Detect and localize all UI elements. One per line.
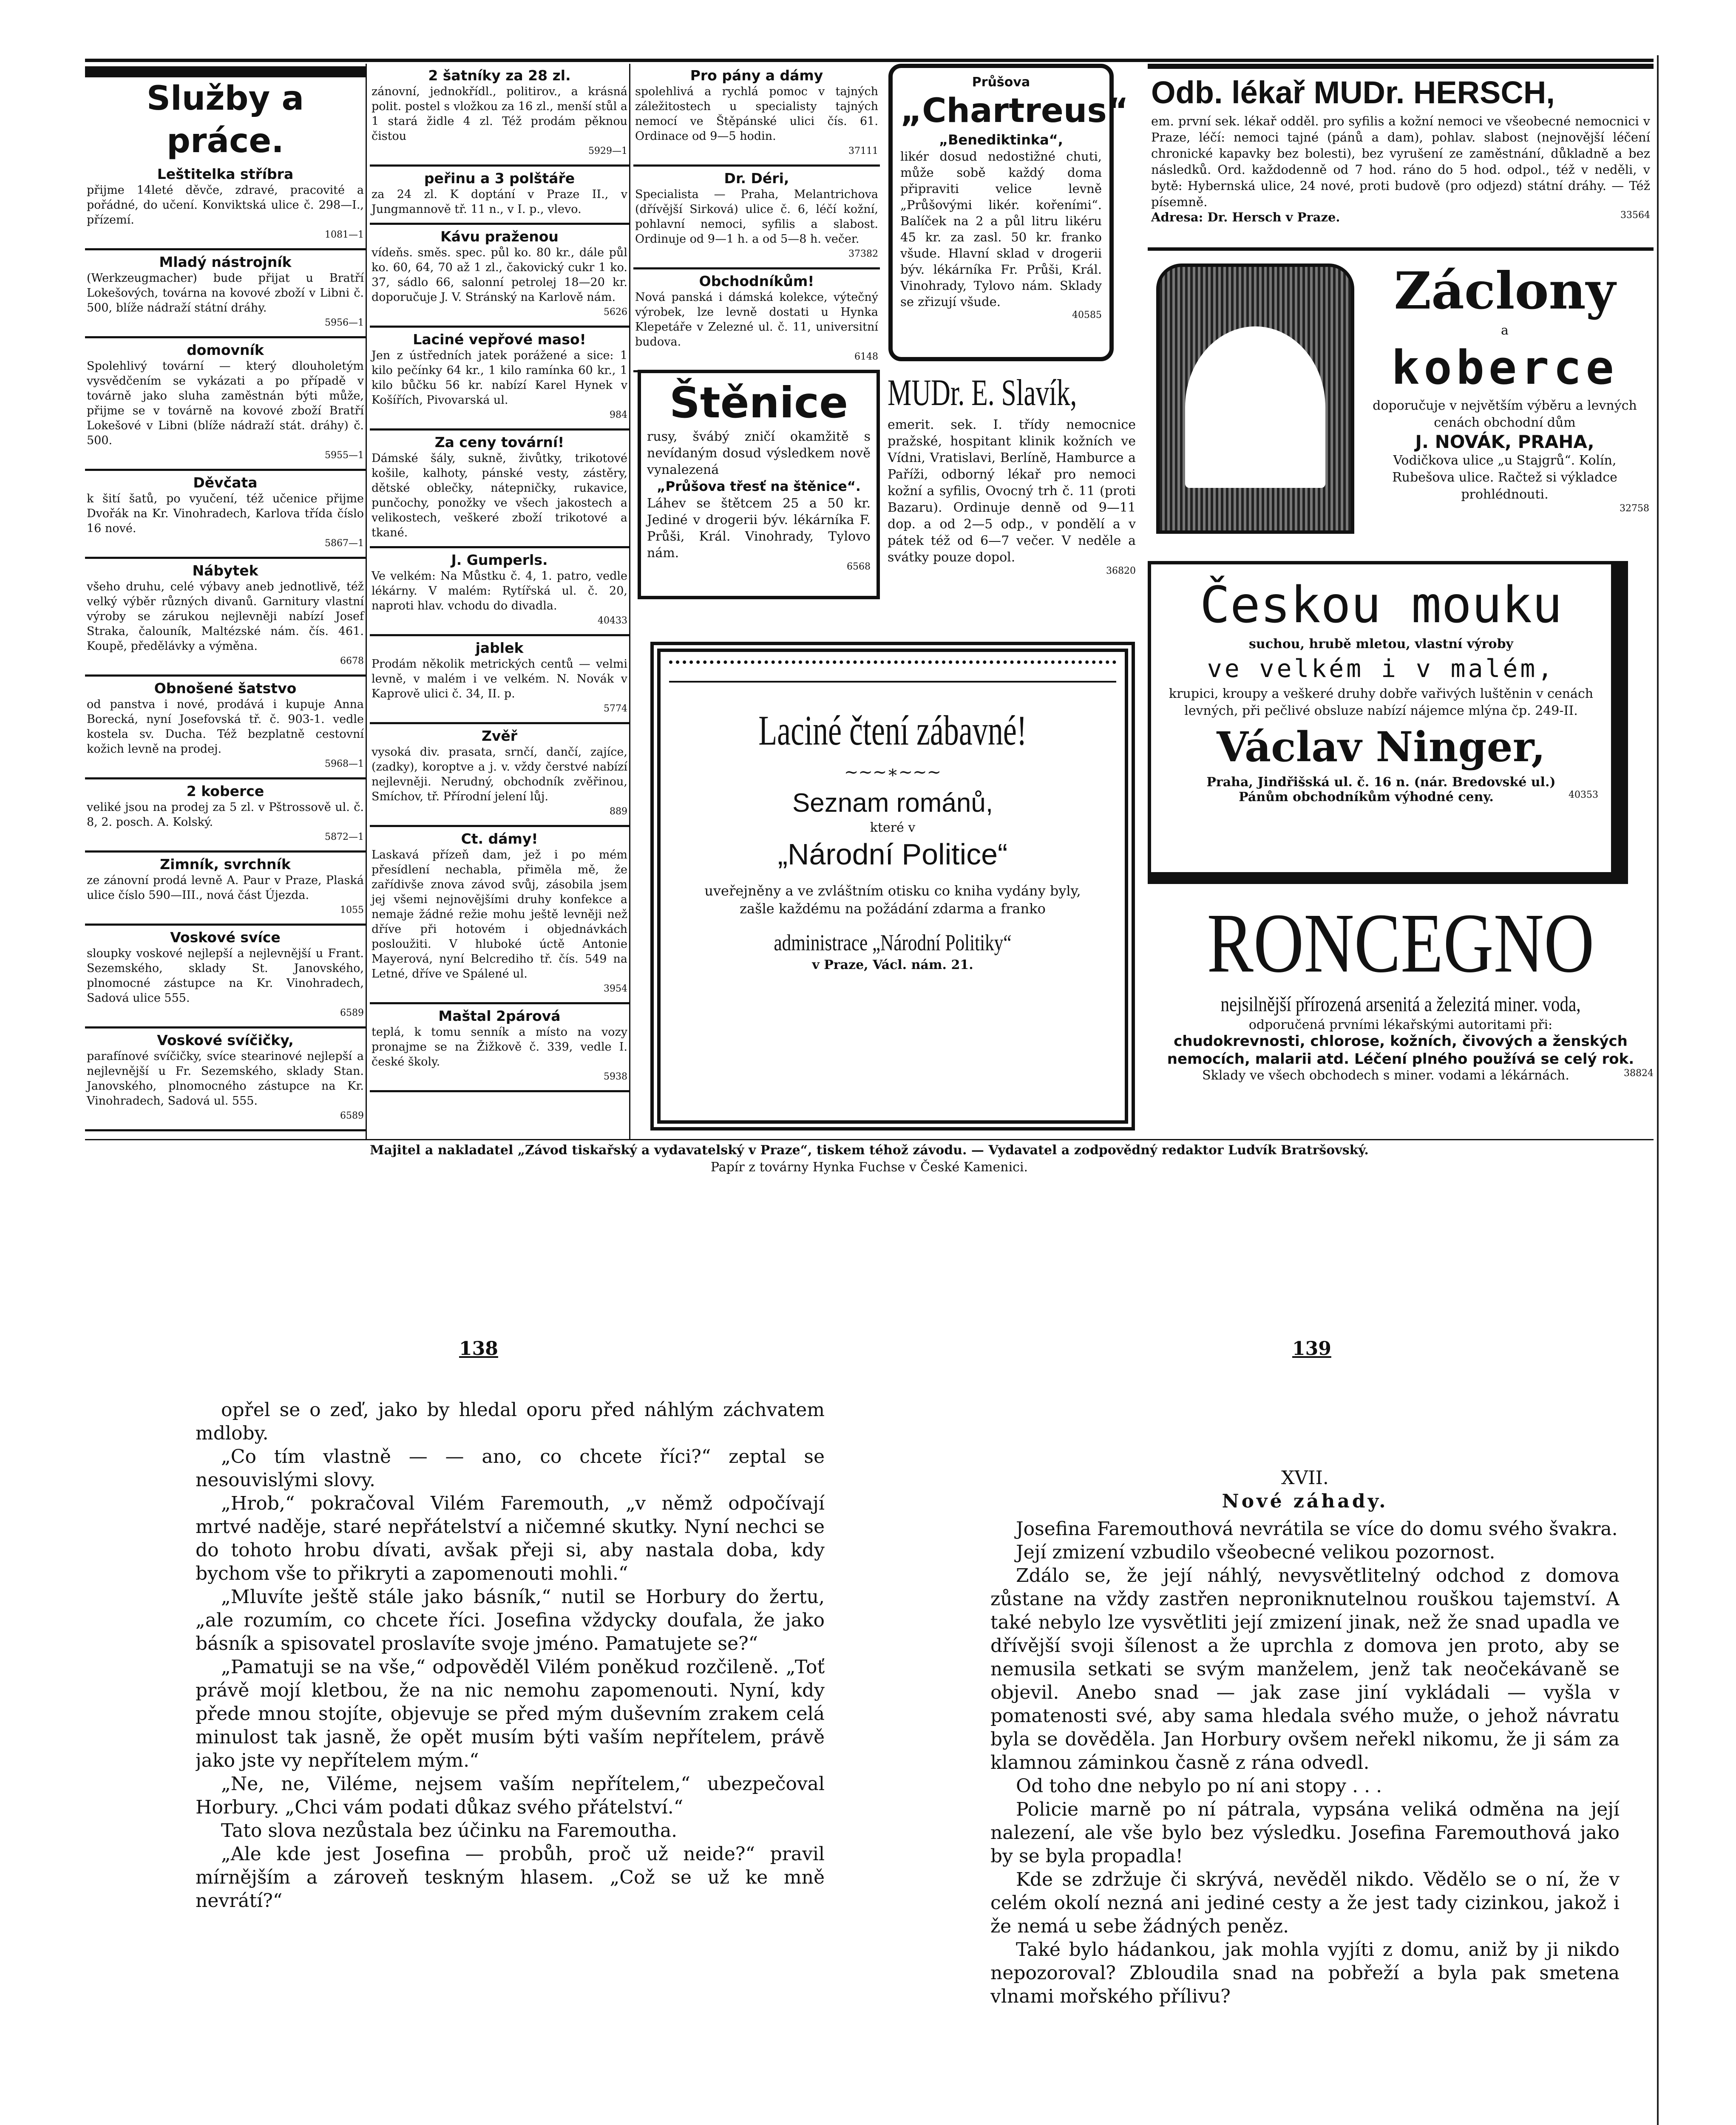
chartreus-text: likér dosud nedostižné chuti, může sobě každý doma připraviti velice levně „Průšovými likér. kořeními“. Balíček na 2 a půl litru likéru 45 kr. za zasl. 50 kr. franko všude. Hlavní sklad v drogerii býv. lékárníka Fr. Průši, Král. Vinohrady, Tylovo nám. Sklady se zřizují všude. [900, 149, 1102, 309]
ad-text: parafínové svíčičky, svíce stearinové nejlepší a nejlevnější u Fr. Sezemského, sklady Stan. Janovského, plnomocného zástupce na Kr. Vinohradech, Sadová ul. 555. [87, 1050, 364, 1108]
story-paragraph: „Hrob,“ pokračoval Vilém Faremouth, „v němž odpočívají mrtvé naděje, staré nepřátelství a ničemné skutky. Nyní nechci se do tohoto hrobu dívati, avšak přeji si, aby nastala doba, kdy bychom vše to přikryti a zapomenouti mohli.“ [196, 1493, 825, 1584]
ad-code: 6589 [340, 1111, 364, 1121]
classified-ad [85, 250, 366, 338]
ad-text: Jen z ústředních jatek porážené a sice: 1 kilo pečínky 64 kr., 1 kilo ramínka 60 kr., 1 kilo bůčku 56 kr. nabízí Karel Hynek v Košířích, Pivovarská ul. [372, 349, 627, 407]
ad-heading: Děvčata [193, 474, 258, 491]
chartreus-small: Průšova [972, 75, 1030, 90]
ad-heading: Nábytek [192, 562, 258, 579]
ad-text: Nová panská i dámská kolekce, výtečný výrobek, lze levně dostati u Hynka Klepetáře v Zelezné ul. č. 11, universitní budova. [635, 291, 878, 348]
story-paragraph: Také bylo hádankou, jak mohla vyjíti z domu, aniž by ji nikdo nepozoroval? Zbloudila snad na pobřeží a byla pak smetena vlnami mořského přílivu? [990, 1939, 1620, 2007]
classified-ad [370, 724, 629, 827]
classified-ad [85, 677, 366, 779]
ad-code: 33564 [1620, 210, 1650, 221]
ad-text: všeho druhu, celé výbavy aneb jednotlivě, též velký výběr různých divanů. Garnitury vlastní výroby se zárukou nejlevněji nabízí Josef Straka, čalouník, Maltézské nám. čís. 461. Koupě, předělávky a výměna. [87, 580, 364, 653]
classified-ad [370, 328, 629, 431]
mouka-title: Českou mouku [1200, 575, 1563, 634]
ad-code: 5938 [604, 1071, 627, 1082]
ad-heading: 2 koberce [186, 783, 264, 799]
ad-text: k šití šatů, po vyučení, též učenice přijme Dvořák na Kr. Vinohradech, Karlova třída číslo 16 nové. [87, 492, 364, 535]
ad-code: 5955—1 [325, 450, 364, 461]
ads-list [85, 162, 366, 1131]
story-paragraph: Její zmizení vzbudilo všeobecné velikou pozornost. [1016, 1541, 1495, 1563]
story-paragraph: Josefina Faremouthová nevrátila se více do domu svého švakra. [1016, 1518, 1618, 1540]
ad-heading: Voskové svíce [170, 929, 281, 946]
stenice-text: rusy, švábý zničí okamžitě s nevídaným dosud výsledkem nově vynalezená [647, 429, 871, 477]
ad-heading: Maštal 2párová [438, 1008, 561, 1024]
ad-code: 5626 [604, 307, 627, 317]
ad-heading: Leštitelka stříbra [157, 166, 294, 182]
center-address: v Praze, Václ. nám. 21. [812, 958, 973, 972]
ad-heading: Laciné vepřové maso! [413, 331, 586, 348]
ad-code: 38824 [1624, 1068, 1654, 1079]
classified-ad [85, 926, 366, 1028]
page-number-right: 139 [1292, 1338, 1331, 1360]
roncegno-diseases: chudokrevnosti, chlorose, kožních, čivových a ženských nemocích, malarii atd. Léčení plného používá se celý rok. [1167, 1033, 1634, 1068]
roncegno-ad [1148, 897, 1654, 1135]
divider-ornament: ~~~∗~~~ [844, 762, 942, 782]
story-paragraph: Policie marně po ní pátrala, vypsána veliká odměna na její nalezení, ale vše bylo bez výsledku. Josefina Faremouthová jako by se byla propadla! [990, 1799, 1620, 1867]
ad-code: 32758 [1620, 503, 1649, 514]
ad-heading: Dr. Déri, [724, 170, 789, 187]
ad-heading: Za ceny tovární! [434, 434, 564, 450]
ad-heading: Mladý nástrojník [159, 254, 292, 270]
roncegno-title: RONCEGNO [1207, 896, 1594, 990]
center-paper: „Národní Politice“ [777, 838, 1008, 871]
ad-code: 889 [610, 806, 627, 817]
top-rule [85, 59, 1654, 62]
ad-text: Ve velkém: Na Můstku č. 4, 1. patro, vedle lékárny. V malém: Rytířská ul. č. 20, naproti hlav. vchodu do divadla. [372, 570, 627, 612]
classified-ad [370, 64, 629, 167]
center-admin: administrace „Národní Politiky“ [774, 930, 1012, 955]
classified-ad [633, 167, 880, 269]
classified-ad [370, 1004, 629, 1092]
ad-heading: Obnošené šatstvo [154, 680, 297, 697]
ad-heading: Kávu praženou [440, 228, 559, 245]
column-sales [370, 64, 630, 1139]
ad-code: 5872—1 [325, 832, 364, 842]
koberce-title: koberce [1391, 340, 1618, 395]
ad-heading: Zvěř [481, 728, 518, 744]
ad-code: 6568 [847, 561, 871, 572]
imprint [85, 1139, 1654, 1176]
classified-ad [370, 827, 629, 1004]
ad-text: přijme 14leté děvče, zdravé, pracovité a pořádné, do učení. Konviktská ulice č. 298—I., přízemí. [87, 184, 364, 227]
ad-code: 37111 [848, 146, 878, 156]
ad-heading: 2 šatníky za 28 zl. [428, 67, 571, 84]
ads-list [370, 64, 629, 1092]
ad-text: vídeňs. směs. spec. půl ko. 80 kr., dále půl ko. 60, 64, 70 až 1 zl., čakovický cukr 1 ko. 37, sádlo 66, salonní petrolej 18—20 kr. doporučuje J. V. Stránský na Karlově nám. [372, 246, 627, 304]
ad-code: 40585 [1072, 310, 1102, 320]
ad-text: (Werkzeugmacher) bude přijat u Bratří Lokešových, továrna na kovové zboží v Libni č. 500, blíže nádraží státní dráhy. [87, 272, 364, 314]
slavik-title: MUDr. E. Slavík, [888, 372, 1077, 414]
mouka-note: Pánům obchodníkům výhodné ceny. [1239, 790, 1494, 805]
ad-heading: peřinu a 3 polštáře [424, 170, 575, 187]
story-text [196, 1398, 825, 1912]
story-page-right [990, 1398, 1620, 2125]
mouka-name: Václav Ninger, [1217, 723, 1546, 771]
ad-heading: Voskové svíčičky, [157, 1032, 294, 1048]
classified-ad [85, 559, 366, 677]
ad-code: 6148 [854, 351, 878, 362]
ad-text: teplá, k tomu senník a místo na vozy pronajme se na Žižkově č. 339, vedle I. české školy. [372, 1026, 627, 1068]
section-title: Služby a práce. [146, 79, 304, 160]
chapter-title: Nové záhady. [1222, 1490, 1388, 1512]
chartreus-ad [888, 64, 1129, 361]
page-number-left: 138 [459, 1338, 498, 1360]
zaclony-and: a [1501, 323, 1509, 338]
ad-text: Prodám několik metrických centů — velmi levně, v malém i ve velkém. N. Novák v Kaprově ulici č. 34, II. p. [372, 657, 627, 700]
ads-list [633, 64, 880, 372]
classified-ad [370, 225, 629, 328]
ad-text: ze zánovní prodá levně A. Paur v Praze, Plaská ulice číslo 590—III., nová část Újezda. [87, 874, 364, 902]
ad-heading: jablek [475, 640, 524, 656]
ad-heading: domovník [187, 342, 264, 358]
ad-code: 6589 [340, 1008, 364, 1018]
ad-heading: Pro pány a dámy [690, 67, 823, 84]
chartreus-title: „Chartreus“ [900, 92, 1129, 130]
classified-ad [85, 779, 366, 853]
classified-ad [85, 338, 366, 471]
ad-text: za 24 zl. K doptání v Praze II., v Jungmannově tř. 11 n., v I. p., vlevo. [372, 188, 627, 216]
slavik-text: emerit. sek. I. třídy nemocnice pražské, hospitant klinik kožních ve Vídni, Vratislavi, Berlíně, Hamburce a Paříži, odborný lékař pro nemoci kožní a syfilis, Ovocný trh č. 11 (proti Bazaru). Ordinuje denně od 9—11 dop. a od 2—5 odp., v pondělí a v pátek též od 6—7 večer. V neděle a svátky pouze dopol. [888, 417, 1136, 565]
ad-code: 5774 [604, 703, 627, 714]
classified-ad [633, 64, 880, 167]
ad-heading: Ct. dámy! [461, 830, 538, 847]
roncegno-text: odporučená prvními lékařskými autoritami při: [1248, 1017, 1553, 1032]
ad-code: 40353 [1569, 790, 1598, 800]
ad-heading: Obchodníkům! [699, 273, 814, 289]
classified-ad [85, 1028, 366, 1131]
center-subtitle: Seznam románů, [792, 788, 993, 818]
curtain-picture [1156, 264, 1354, 534]
ad-text: zánovní, jednokřídl., politirov., a krásná polit. postel s vložkou za 16 zl., menší stůl a 1 stará židle 4 zl. Též prodám pěknou čistou [372, 85, 627, 143]
story-paragraph: Od toho dne nebylo po ní ani stopy . . . [1016, 1775, 1382, 1797]
ad-text: Laskavá přízeň dam, jež i po mém přesídlení nechabla, přiměla mě, že zařídivše znova závod svůj, zásobila jsem jej všemi nejnovějšími druhy konfekce a nemaje žádné režie mohu ještě levněji než dříve při hotovém i objednávkách posloužiti. V hluboké úctě Antonie Mayerová, nyní Belcrediho tř. čís. 549 na Letné, dříve ve Spálené ul. [372, 848, 627, 980]
classified-ad [633, 269, 880, 372]
story-paragraph: „Ale kde jest Josefina — probůh, proč už neide?“ pravil mírnějším a zároveň teskným hlasem. „Což se už ke mně nevrátí?“ [196, 1843, 825, 1912]
classified-ad [85, 471, 366, 559]
ad-heading: J. Gumperls. [451, 552, 548, 568]
imprint-line1: Majitel a nakladatel „Závod tiskařský a vydavatelský v Praze“, tiskem téhož závodu. — Vydavatel a zodpovědný redaktor Ludvík Bratršovský. [370, 1143, 1369, 1158]
classified-ad [85, 853, 366, 926]
mouka-line2: ve velkém i v malém, [1207, 654, 1555, 683]
story-paragraph: Kde se zdržuje či skrývá, nevěděl nikdo. Vědělo se o ní, že v celém okolí nezná ani jediné cesty a že jest tady cizinkou, jakož i že nemá u sebe žádných peněz. [990, 1869, 1620, 1937]
story-paragraph: „Pamatuji se na vše,“ odpověděl Vilém poněkud rozčileně. „Toť právě mojí kletbou, že na nic nemohu zapomenouti. Nyní, kdy přede mnou stojíte, objevuje se před mým duševním zrakem celá minulost tak jasně, že opět musím býti vaším nepřítelem, právě jako jste vy nepřítelem mým.“ [196, 1656, 825, 1771]
stenice-product: „Průšova třesť na štěnice“. [657, 479, 861, 494]
column-top-bar [85, 66, 366, 77]
mouka-address: Praha, Jindřišská ul. č. 16 n. (nár. Bredovské ul.) [1206, 775, 1556, 790]
hersch-text: em. první sek. lékař odděl. pro syfilis a kožní nemoci ve všeobecné nemocnici v Praze, léčí: nemoci tajné (pánů a dam), pohlav. slabost (nejnovější léčení chronické kapavky bez bolesti), bez vyrušení ze zaměstnání, důkladně a bez následků. Ord. každodenně od 7 hod. ráno do 5 hod. odpol., též v neděli, v bytě: Hybernská ulice, 24 nové, proti budově (pro odjezd) státní dráhy. — Též písemně. [1151, 114, 1650, 209]
zaclony-title: Záclony [1394, 261, 1616, 321]
story-paragraph: opřel se o zeď, jako by hledal oporu před náhlým záchvatem mdloby. [196, 1399, 825, 1444]
zaclony-firm: J. NOVÁK, PRAHA, [1415, 431, 1594, 452]
ad-code: 3954 [604, 983, 627, 994]
mouka-line3: krupici, kroupy a veškeré druhy dobře vařivých luštěnin v cenách levných, při pečlivé obsluze nabízí nájemce mlýna čp. 249-II. [1169, 686, 1594, 718]
ad-text: spolehlivá a rychlá pomoc v tajných záležitostech u specialisty tajných nemocí ve Štěpánské ulici čís. 61. Ordinace od 9—5 hodin. [635, 85, 878, 143]
ad-code: 40433 [598, 615, 627, 626]
ad-code: 5929—1 [588, 146, 627, 156]
ad-code: 37382 [848, 249, 878, 259]
ad-code: 5968—1 [325, 759, 364, 769]
story-paragraph: Zdálo se, že její náhlý, nevysvětlitelný odchod z domova zůstane na vždy zastřen neproniknutelnou rouškou tajemství. A také nebylo lze vysvětliti její zmizení jinak, než že snad upadla ve dřívější svoji šílenost a že uprchla z domova jen proto, aby se nemusila setkati se svým manželem, jenž tak neočekávaně se objevil. Anebo snad — jak zase jiní vykládali — vyšla v pomatenosti své, aby sama hledala svého muže, o jehož návratu byla se dověděla. Jan Horbury ovšem neřekl nikomu, že ji sám za klamnou záminkou časně z rána odvedl. [990, 1565, 1620, 1774]
hersch-address: Adresa: Dr. Hersch v Praze. [1151, 210, 1340, 224]
slavik-ad [884, 370, 1139, 625]
classified-ad [370, 431, 629, 548]
classified-ad [85, 162, 366, 250]
mouka-ad [1148, 561, 1628, 884]
column-services [85, 64, 367, 1139]
classified-ad [370, 167, 629, 225]
ad-heading: Zimník, svrchník [160, 856, 291, 873]
zaclony-ad [1148, 259, 1654, 565]
roncegno-sub: nejsilnější přírozená arsenitá a železitá miner. voda, [1220, 992, 1581, 1016]
story-page-left [196, 1398, 825, 2104]
ad-code: 36820 [1106, 566, 1136, 576]
ad-text: sloupky voskové nejlepší a nejlevnější u Frant. Sezemského, sklady St. Janovského, plnomocné zástupce na Kr. Vinohradech, Sadová ulice 555. [87, 947, 364, 1005]
story-paragraph: „Ne, ne, Viléme, nejsem vaším nepřítelem,“ ubezpečoval Horbury. „Chci vám podati důkaz svého přátelství.“ [196, 1773, 825, 1818]
ad-text: Spolehlivý tovární — který dlouholetým vysvědčením se vykázati a po případě v továrně jako sluha zaměstnán býti může, přijme se v továrně na kovové zboží Bratří Lokešové v Libni (blíže nádraží stát. dráhy) č. 500. [87, 360, 364, 447]
ad-code: 984 [610, 410, 627, 420]
chapter-number: XVII. [1281, 1467, 1329, 1489]
center-ad [650, 642, 1135, 1130]
hersch-title: Odb. lékař MUDr. HERSCH, [1151, 75, 1555, 110]
ad-code: 5956—1 [325, 317, 364, 328]
classified-ad [370, 636, 629, 724]
ad-text: Dámské šály, sukně, živůtky, trikotové košile, kalhoty, pánské vesty, zástěry, dětské oblečky, nátepničky, rukavice, punčochy, ponožky ve všech jakostech a velikostech, veškeré zboží trikotové a tkané. [372, 452, 627, 539]
ad-code: 1081—1 [325, 230, 364, 240]
story-paragraph: „Mluvíte ještě stále jako básník,“ nutil se Horbury do žertu, „ale rozumím, co chcete říci. Josefina vždycky doufala, že jako básník a spisovatel proslavíte svoje jméno. Pamatujete se?“ [196, 1586, 825, 1655]
ornament-border [669, 660, 1116, 683]
classified-ad [370, 548, 629, 636]
ad-text: Specialista — Praha, Melantrichova (dřívější Sirková) ulice č. 6, léčí kožní, pohlavní nemoci, syfilis a slabost. Ordinuje od 9—1 h. a od 5—8 h. večer. [635, 188, 878, 246]
zaclony-address: Vodičkova ulice „u Stajgrů“. Kolín, Rubešova ulice. Račtež si výkladce prohlédnouti. [1392, 453, 1617, 502]
ad-text: veliké jsou na prodej za 5 zl. v Pštrossově ul. č. 8, 2. posch. A. Kolský. [87, 801, 364, 829]
hersch-ad [1148, 64, 1654, 251]
story-paragraph: Tato slova nezůstala bez účinku na Faremoutha. [221, 1820, 678, 1842]
roncegno-stores: Sklady ve všech obchodech s miner. vodami a lékárnách. [1202, 1068, 1569, 1083]
stenice-text2: Láhev se štětcem 25 a 50 kr. Jediné v drogerii býv. lékárníka F. Průši, Král. Vinohrady, Tylovo nám. [647, 496, 871, 561]
curtain-drape-icon [1185, 326, 1325, 488]
ad-code: 5867—1 [325, 538, 364, 549]
story-paragraph: „Co tím vlastně — — ano, co chcete říci?“ zeptal se nesouvislými slovy. [196, 1446, 825, 1491]
ad-code: 1055 [340, 905, 364, 915]
center-which: které v [870, 820, 916, 835]
story-text [990, 1517, 1620, 2008]
imprint-line2: Papír z továrny Hynka Fuchse v České Kamenici. [710, 1160, 1028, 1175]
stenice-ad [638, 370, 880, 599]
center-text: uveřejněny a ve zvláštním otisku co kniha vydány byly, zašle každému na požádání zdarma a franko [704, 883, 1081, 917]
center-title: Laciné čtení zábavné! [758, 707, 1027, 754]
zaclony-text: doporučuje v největším výběru a levných cenách obchodní dům [1373, 398, 1637, 430]
chartreus-sub: „Benediktinka“, [939, 132, 1063, 148]
mouka-line1: suchou, hrubě mletou, vlastní výroby [1249, 637, 1513, 652]
stenice-title: Štěnice [669, 378, 848, 428]
ad-text: od panstva i nové, prodává i kupuje Anna Borecká, nyní Josefovská tř. č. 903-1. vedle kostela sv. Ducha. Též bezplatně cestovní kožich levně na prodej. [87, 698, 364, 756]
ad-text: vysoká div. prasata, srnčí, dančí, zajíce, (zadky), koroptve a j. v. vždy čerstvé nabízí nejlevněji. Nerudný, obchodník zvěřinou, Smíchov, tř. Přírodní jelení lůj. [372, 745, 627, 803]
ad-code: 6678 [340, 656, 364, 666]
